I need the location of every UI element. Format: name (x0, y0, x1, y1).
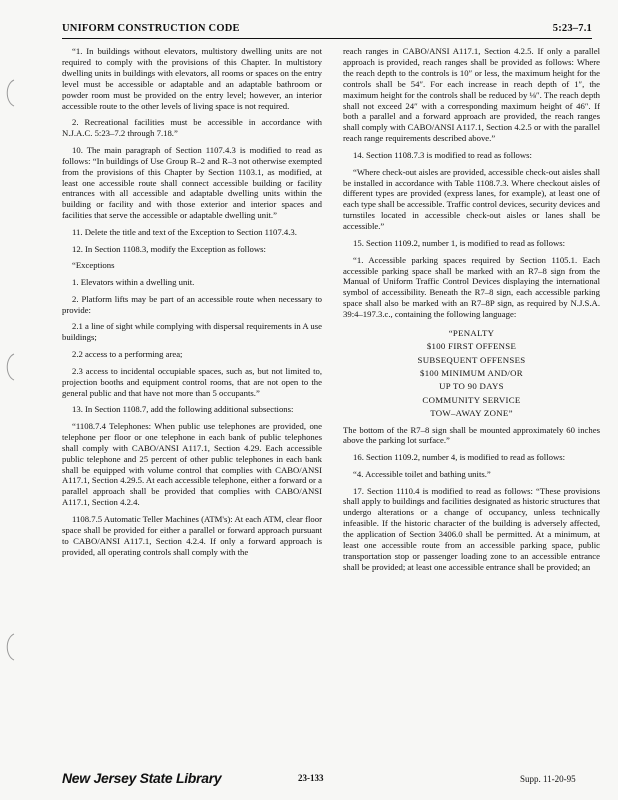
paragraph: 1108.7.5 Automatic Teller Machines (ATM's): At each ATM, clear floor space shall be provided for either a parallel or forward approach pursuant to CABO/ANSI A117.1, Section 4.2.4. If only a forward approach is provided, all operating controls shall comply with the (62, 513, 322, 557)
paragraph: 12. In Section 1108.3, modify the Exception as follows: (72, 243, 266, 254)
paragraph: 11. Delete the title and text of the Exception to Section 1107.4.3. (72, 226, 297, 237)
paragraph: 2.3 access to incidental occupiable spaces, such as, but not limited to, projection booths and equipment control rooms, that are not open to the general public and that have not more than 5 occupants.” (62, 365, 322, 398)
paragraph: “4. Accessible toilet and bathing units.” (353, 468, 491, 479)
header-section-number: 5:23–7.1 (552, 23, 592, 34)
header-title: UNIFORM CONSTRUCTION CODE (62, 23, 240, 34)
paragraph: 1. Elevators within a dwelling unit. (72, 277, 195, 288)
paragraph: 15. Section 1109.2, number 1, is modified to read as follows: (353, 237, 566, 248)
paragraph: 17. Section 1110.4 is modified to read as follows: “These provisions shall apply to buildings and facilities designated as historic structures that undergo alterations or a change of occupancy, unless technically infeasible. If the historic character of the building is adversely affected, the application of Section 3406.0 shall be permitted. At a minimum, at least one accessible route from an accessible parking space, public transportation stop or passenger loading zone to an accessible entrance shall be provided; at least one accessible entrance shall be provided; an (343, 485, 600, 572)
sign-text-line: “PENALTY (448, 328, 495, 339)
paragraph: “Exceptions (72, 260, 115, 271)
right-column (343, 46, 600, 756)
paragraph: reach ranges in CABO/ANSI A117.1, Section 4.2.5. If only a parallel approach is provided, reach ranges shall be provided as follows: Where the reach depth to the controls is 10″ or less, the maximum height for the controls shall be 54″. For each increase in reach depth of 1″, the maximum height for the controls shall be reduced by ⅛″. The reach depth shall not exceed 24″ with a corresponding maximum height of 46″. If both a parallel and a forward approach are provided, the reach ranges shall comply with CABO/ANSI A117.1, Section 4.2.5 or with the parallel reach range requirements described above.” (343, 46, 600, 144)
punch-hole-mark (2, 78, 18, 108)
paragraph: 2.2 access to a performing area; (72, 349, 183, 360)
page-header (62, 20, 592, 39)
sign-text-line: UP TO 90 DAYS (439, 381, 504, 392)
paragraph: “1. In buildings without elevators, multistory dwelling units are not required to comply with the provisions of this Chapter. In multistory dwelling units in buildings with elevators, all rooms or spaces on the entry level must be accessible or adaptable and an adaptable bathroom or powder room must be provided on the entry level; however, an interior accessible route to the other levels of living space is not required. (62, 46, 322, 111)
paragraph: 2.1 a line of sight while complying with dispersal requirements in A use buildings; (62, 321, 322, 343)
paragraph: 16. Section 1109.2, number 4, is modified to read as follows: (353, 452, 566, 463)
paragraph: 14. Section 1108.7.3 is modified to read as follows: (353, 149, 532, 160)
punch-hole-mark (2, 352, 18, 382)
paragraph: “1108.7.4 Telephones: When public use telephones are provided, one telephone per floor or one telephone in each bank of public telephones shall comply with CABO/ANSI A117.1, Section 4.29. Each accessible public telephone and 25 percent of other public telephones in each bank shall be equipped with volume control that complies with CABO/ANSI A117.1, Section 4.29.5. At each accessible telephone, either a forward or a parallel approach shall be provided that complies with CABO/ANSI A117.1, Section 4.2.4. (62, 420, 322, 508)
paragraph: The bottom of the R7–8 sign shall be mounted approximately 60 inches above the parking lot surface.” (343, 424, 600, 446)
sign-text-line: $100 MINIMUM AND/OR (420, 367, 523, 378)
library-stamp: New Jersey State Library (62, 770, 222, 786)
sign-text-line: $100 FIRST OFFENSE (426, 341, 517, 352)
page-number: 23-133 (298, 773, 324, 783)
sign-text-line: SUBSEQUENT OFFENSES (417, 354, 526, 365)
paragraph: 2. Recreational facilities must be accessible in accordance with N.J.A.C. 5:23–7.2 through 7.18.” (62, 117, 322, 139)
paragraph: 13. In Section 1108.7, add the following additional subsections: (72, 404, 294, 415)
paragraph: “1. Accessible parking spaces required by Section 1105.1. Each accessible parking space shall be marked with an R7–8 sign from the Manual of Uniform Traffic Control Devices displaying the international symbol of accessibility. Beneath the R7–8 sign, each accessible parking space shall also be marked with an R7–8P sign, as required by N.J.S.A. 39:4–197.3.c., containing the following language: (343, 254, 600, 320)
sign-text-line: COMMUNITY SERVICE (422, 394, 521, 405)
supplement-date: Supp. 11-20-95 (520, 774, 576, 784)
page-footer (0, 770, 618, 790)
paragraph: 2. Platform lifts may be part of an accessible route when necessary to provide: (62, 293, 322, 315)
paragraph: “Where check-out aisles are provided, accessible check-out aisles shall be installed in accordance with Table 1108.7.3. Where checkout aisles of different types are provided (express lanes, for example), at least one of each type shall be accessible. Traffic control devices, security devices and turnstiles located in accessible check-out aisles or lanes shall be accessible.” (343, 166, 600, 232)
punch-hole-mark (2, 632, 18, 662)
sign-text-line: TOW–AWAY ZONE” (430, 407, 513, 418)
left-column (62, 46, 322, 756)
paragraph: 10. The main paragraph of Section 1107.4.3 is modified to read as follows: “In buildings of Use Group R–2 and R–3 not otherwise exempted from the provisions of this Chapter by Section 1103.1, as modified, at least one accessible route shall connect accessible building or facility entrances with all accessible and adaptable dwelling units within the building or facility and with those exterior and interior spaces and facilities that serve the accessible or adaptable dwelling unit.” (62, 144, 322, 221)
